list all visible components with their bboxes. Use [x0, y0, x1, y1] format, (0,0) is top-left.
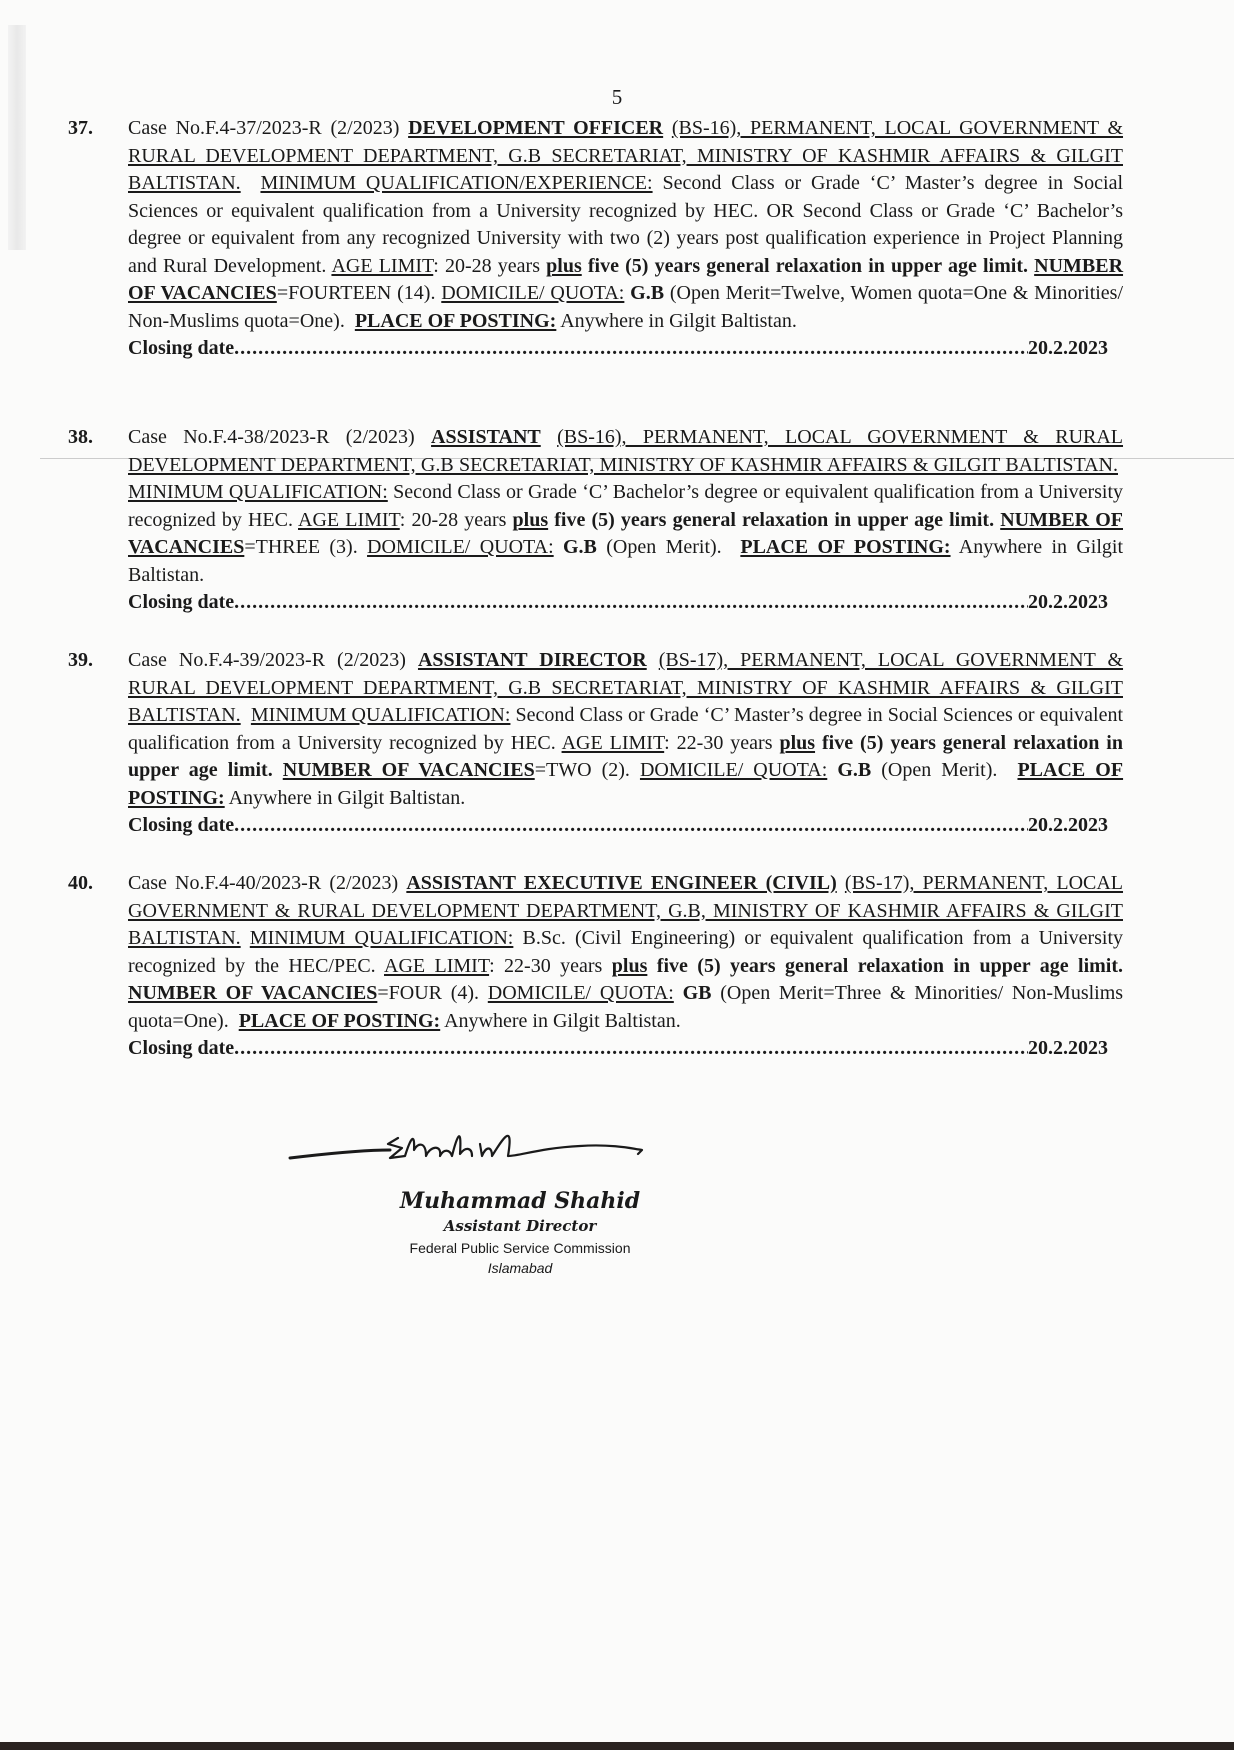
domicile-text: (Open Merit=Three & Minorities/ Non-Muslims quota=One).	[128, 982, 1124, 1032]
domicile-text: (Open Merit).	[881, 759, 998, 781]
qualification-text: Second Class or Grade ‘C’ Master’s degree in Social Sciences or equivalent qualification from a University recognized by HEC. OR Second Class or Grade ‘C’ Bachelor’s degree or equivalent from any recognized University with two (2) years post qualification experience in Project Planning and Rural Development.	[128, 172, 1124, 277]
post-title: ASSISTANT DIRECTOR	[417, 649, 647, 671]
relaxation-text: five (5) years general relaxation in upper age limit.	[554, 508, 995, 531]
scan-edge-artifact	[8, 25, 26, 250]
closing-date-value: 20.2.2023	[1028, 814, 1108, 836]
entry-number: 38.	[68, 426, 93, 448]
vacancies-label: NUMBER OF VACANCIES	[128, 254, 1124, 304]
plus-label: plus	[512, 508, 549, 531]
relaxation-text: five (5) years general relaxation in upper age limit.	[128, 731, 1123, 781]
entry-body	[128, 647, 1123, 812]
post-title: ASSISTANT	[431, 426, 541, 448]
leader-dots	[234, 1035, 1028, 1063]
vacancies-label: NUMBER OF VACANCIES	[282, 759, 535, 781]
page-number: 5	[611, 85, 623, 109]
posting-text: Anywhere in Gilgit Baltistan.	[444, 1009, 681, 1032]
vacancy-entry-40	[68, 870, 1123, 1063]
vacancies-label: NUMBER OF VACANCIES	[128, 508, 1123, 558]
domicile-label: DOMICILE/ QUOTA:	[639, 759, 828, 781]
leader-dots	[234, 335, 1028, 363]
relaxation-text: five (5) years general relaxation in upper age limit.	[587, 254, 1028, 277]
leader-dots	[234, 589, 1028, 617]
posting-label: PLACE OF POSTING:	[128, 759, 1124, 809]
closing-date-label: Closing date	[128, 814, 235, 836]
qualification-label: MINIMUM QUALIFICATION:	[128, 481, 388, 503]
case-number: Case No.F.4-39/2023-R (2/2023)	[128, 649, 406, 671]
closing-date-row	[128, 1035, 1108, 1063]
qualification-text: Second Class or Grade ‘C’ Master’s degree in Social Sciences or equivalent qualification from a University recognized by HEC.	[128, 704, 1124, 754]
post-details: (BS-17), PERMANENT, LOCAL GOVERNMENT & RURAL DEVELOPMENT DEPARTMENT, G.B, MINISTRY OF KASHMIR AFFAIRS & GILGIT BALTISTAN.	[128, 872, 1124, 949]
entry-body	[128, 424, 1123, 589]
entry-number: 39.	[68, 649, 93, 671]
signatory-city: Islamabad	[487, 1260, 553, 1276]
signatory-name: Muhammad Shahid	[399, 1188, 641, 1214]
signatory-title: Assistant Director	[443, 1217, 597, 1235]
entry-body	[128, 115, 1123, 335]
closing-date-value: 20.2.2023	[1028, 337, 1108, 359]
age-limit-text: : 20-28 years	[399, 508, 507, 531]
case-number: Case No.F.4-40/2023-R (2/2023)	[128, 872, 399, 894]
plus-label: plus	[779, 731, 816, 754]
closing-date-row	[128, 335, 1108, 363]
posting-text: Anywhere in Gilgit Baltistan.	[128, 536, 1124, 586]
scan-bottom-edge	[0, 1742, 1234, 1750]
domicile-text: (Open Merit=Twelve, Women quota=One & Minorities/ Non-Muslims quota=One).	[128, 282, 1124, 332]
plus-label: plus	[546, 254, 582, 277]
age-limit-label: AGE LIMIT	[384, 954, 490, 977]
qualification-label: MINIMUM QUALIFICATION:	[250, 704, 511, 726]
closing-date-value: 20.2.2023	[1028, 591, 1108, 613]
posting-label: PLACE OF POSTING:	[354, 309, 557, 332]
posting-text: Anywhere in Gilgit Baltistan.	[560, 309, 797, 332]
domicile-region: GB	[682, 982, 712, 1004]
domicile-label: DOMICILE/ QUOTA:	[367, 536, 554, 558]
domicile-region: G.B	[837, 759, 872, 781]
post-title: ASSISTANT EXECUTIVE ENGINEER (CIVIL)	[406, 872, 837, 894]
vacancies-text: =FOUR (4).	[377, 982, 480, 1004]
age-limit-text: : 22-30 years	[489, 954, 603, 977]
closing-date-row	[128, 812, 1108, 840]
handwritten-signature-icon	[280, 1110, 760, 1190]
domicile-text: (Open Merit).	[606, 536, 722, 558]
closing-date-label: Closing date	[128, 337, 235, 359]
qualification-text: B.Sc. (Civil Engineering) or equivalent qualification from a University recognized by the HEC/PEC.	[128, 927, 1124, 977]
closing-date-label: Closing date	[128, 1037, 235, 1059]
posting-text: Anywhere in Gilgit Baltistan.	[228, 786, 466, 809]
signature-block	[280, 1110, 760, 1290]
vacancy-entry-38	[68, 424, 1123, 617]
age-limit-label: AGE LIMIT	[561, 731, 665, 754]
domicile-region: G.B	[563, 536, 597, 558]
domicile-label: DOMICILE/ QUOTA:	[441, 282, 625, 304]
signatory-organization: Federal Public Service Commission	[409, 1240, 631, 1256]
domicile-label: DOMICILE/ QUOTA:	[487, 982, 674, 1004]
vacancy-entry-39	[68, 647, 1123, 840]
posting-label: PLACE OF POSTING:	[740, 536, 951, 558]
posting-label: PLACE OF POSTING:	[238, 1009, 441, 1032]
post-details: (BS-17), PERMANENT, LOCAL GOVERNMENT & RURAL DEVELOPMENT DEPARTMENT, G.B SECRETARIAT, MINISTRY OF KASHMIR AFFAIRS & GILGIT BALTISTAN.	[128, 649, 1124, 726]
vacancies-text: =TWO (2).	[534, 759, 630, 781]
leader-dots	[234, 812, 1028, 840]
entry-number: 37.	[68, 117, 93, 139]
case-number: Case No.F.4-37/2023-R (2/2023)	[128, 117, 400, 139]
entry-body	[128, 870, 1123, 1035]
closing-date-value: 20.2.2023	[1028, 1037, 1108, 1059]
age-limit-text: : 22-30 years	[664, 731, 773, 754]
closing-date-row	[128, 589, 1108, 617]
domicile-region: G.B	[630, 282, 665, 304]
vacancies-text: =FOURTEEN (14).	[276, 282, 436, 304]
relaxation-text: five (5) years general relaxation in upper age limit.	[656, 954, 1124, 977]
entry-number: 40.	[68, 872, 93, 894]
case-number: Case No.F.4-38/2023-R (2/2023)	[128, 426, 415, 448]
closing-date-label: Closing date	[128, 591, 235, 613]
qualification-text: Second Class or Grade ‘C’ Bachelor’s degree or equivalent qualification from a University recognized by HEC.	[128, 481, 1123, 531]
post-title: DEVELOPMENT OFFICER	[408, 117, 664, 139]
age-limit-text: : 20-28 years	[433, 254, 540, 277]
vacancies-label: NUMBER OF VACANCIES	[128, 982, 378, 1004]
age-limit-label: AGE LIMIT	[331, 254, 434, 277]
qualification-label: MINIMUM QUALIFICATION/EXPERIENCE:	[260, 172, 653, 194]
plus-label: plus	[611, 954, 648, 977]
vacancy-entry-37	[68, 115, 1123, 363]
age-limit-label: AGE LIMIT	[298, 508, 400, 531]
post-details: (BS-16), PERMANENT, LOCAL GOVERNMENT & RURAL DEVELOPMENT DEPARTMENT, G.B SECRETARIAT, MINISTRY OF KASHMIR AFFAIRS & GILGIT BALTISTAN.	[128, 117, 1124, 194]
vacancies-text: =THREE (3).	[244, 536, 358, 558]
post-details: (BS-16), PERMANENT, LOCAL GOVERNMENT & RURAL DEVELOPMENT DEPARTMENT, G.B SECRETARIAT, MINISTRY OF KASHMIR AFFAIRS & GILGIT BALTISTAN.	[128, 426, 1124, 476]
qualification-label: MINIMUM QUALIFICATION:	[249, 927, 514, 949]
